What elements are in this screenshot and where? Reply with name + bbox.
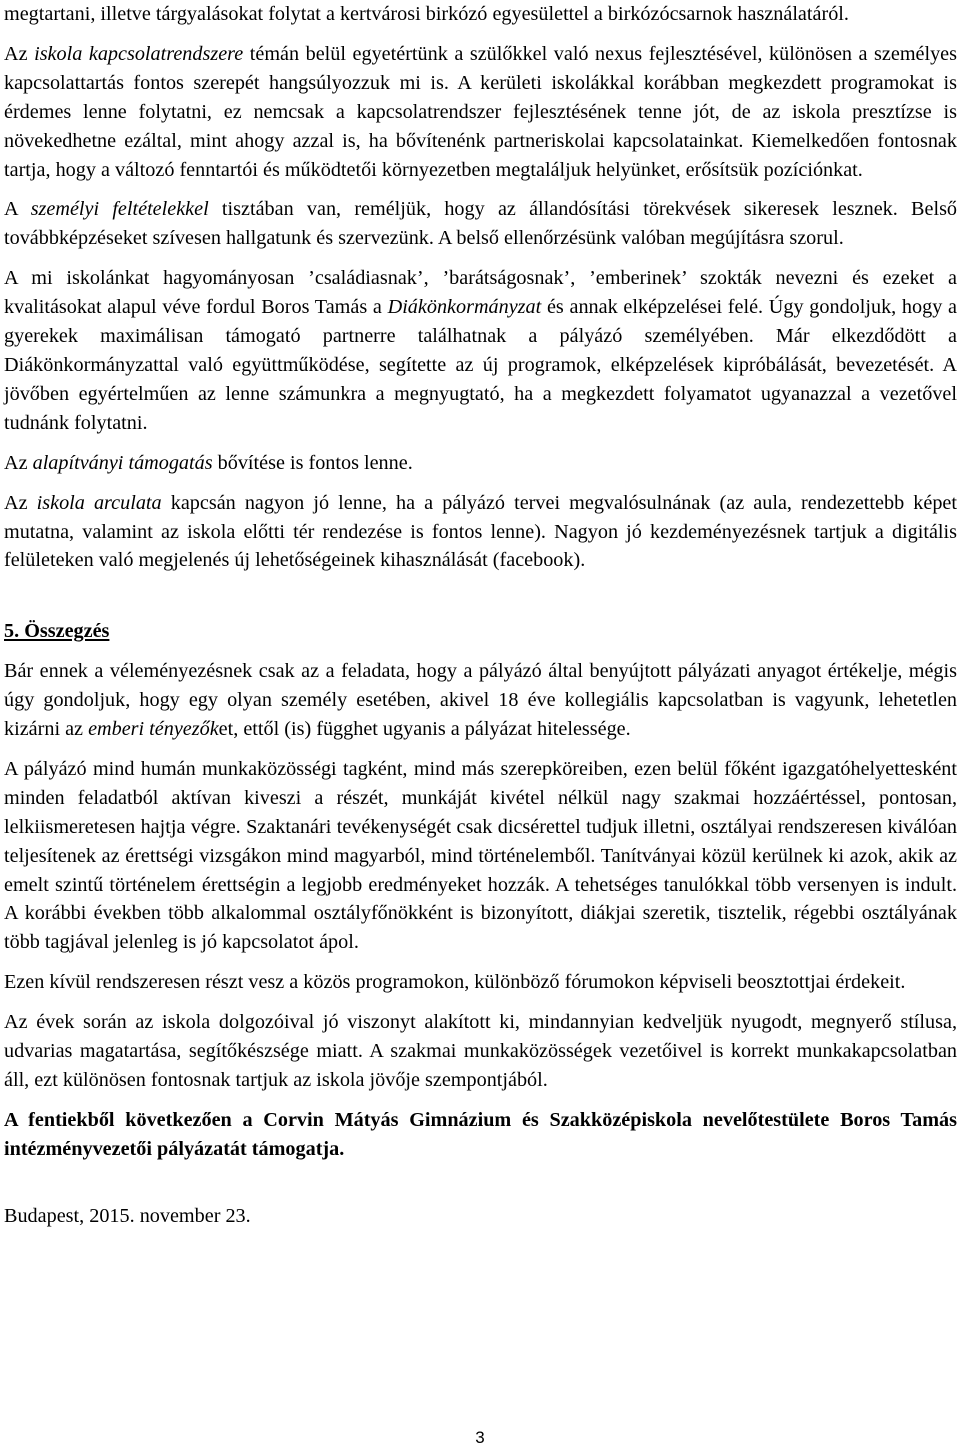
conclusion-statement: A fentiekből következően a Corvin Mátyás Gimnázium és Szakközépiskola nevelőtestülete Boros Tamás intézményvezetői pályázatát támogatja.: [4, 1108, 957, 1160]
text-run: Az: [4, 491, 37, 514]
emphasis-emberi-tenyezok: emberi tényezők: [88, 718, 219, 741]
paragraph-arculat: [4, 489, 957, 576]
emphasis-iskola-arculata: iskola arculata: [36, 491, 162, 514]
paragraph-szemelyi-feltetelek: [4, 195, 957, 253]
text-run: A mi iskolánkat hagyományosan ’családiasnak’, ’barátságosnak’, ’emberinek’ szokták nevezni és ezeket a kvalitásokat alapul véve fordul Boros Tamás a: [4, 267, 957, 319]
emphasis-alapitvanyi-tamogatas: alapítványi támogatás: [32, 451, 213, 474]
text-run: et, ettől (is) függhet ugyanis a pályázat hitelessége.: [218, 718, 631, 741]
text-run: A: [4, 198, 31, 221]
paragraph-palyazo-munkaja: A pályázó mind humán munkaközösségi tagként, mind más szerepköreiben, ezen belül főként igazgatóhelyettesként minden feladatból aktívan kiveszi a részét, munkáját kivétel nélkül nagy szakmai hozzáértéssel, pontosan, lelkiismeretesen hajtja végre. Szaktanári tevékenységét csak dicsérettel tudjuk illetni, osztályai rendszeresen kiválóan teljesítenek az érettségi vizsgákon mind magyarból, mind történelemből. Tanítványai közül kerülnek ki azok, akik az emelt szintű történelem érettségin a legjobb eredményeket hozzák. A tehetséges tanulókkal több versenyen is indult. A korábbi években több alkalommal osztályfőnökként is bizonyított, diákjai szeretik, tisztelik, régebbi osztályának több tagjával jelenleg is jó kapcsolatot ápol.: [4, 757, 957, 954]
signature-date: Budapest, 2015. november 23.: [4, 1204, 251, 1227]
paragraph-kozos-programok: Ezen kívül rendszeresen részt vesz a közös programokon, különböző fórumokon képviseli beosztottjai érdekeit.: [4, 971, 906, 994]
text-run: Az: [4, 42, 35, 65]
emphasis-kapcsolatrendszer: iskola kapcsolatrendszere: [34, 42, 244, 65]
document-page: [4, 0, 957, 1242]
section-heading-osszegzes: 5. Összegzés: [4, 620, 110, 643]
text-run: Az: [4, 451, 33, 474]
text-run: és annak elképzelései felé. Úgy gondoljuk, hogy a gyerekek maximálisan támogató partnerre találhatnak a pályázó személyében. Már elkezdődött a Diákönkormányzattal való együttműködése, segítette az új programok, elképzelések kipróbálását, bevezetését. A jövőben egyértelműen az lenne számunkra a megnyugtató, ha a megkezdett folyamatot ugyanazzal a vezetővel tudnánk folytatni.: [4, 296, 957, 434]
paragraph-emberi-tenyezok: [4, 657, 957, 744]
paragraph-kapcsolatrendszer: [4, 40, 957, 185]
page-number: 3: [475, 1428, 485, 1447]
paragraph-diakonkormanyzat: [4, 264, 957, 437]
paragraph-dolgozok-viszony: Az évek során az iskola dolgozóival jó viszonyt alakított ki, mindannyian kedveljük nyugodt, megnyerő stílusa, udvarias magatartása, segítőkészsége miatt. A szakmai munkaközösségek vezetőivel is korrekt munkakapcsolatban áll, ezt különösen fontosnak tartjuk az iskola jövője szempontjából.: [4, 1011, 957, 1091]
text-run: tisztában van, reméljük, hogy az állandósítási törekvések sikeresek lesznek. Belső továbbképzéseket szívesen hallgatunk és szervezünk. A belső ellenőrzésünk valóban megújításra szorul.: [4, 198, 958, 250]
text-run: kapcsán nagyon jó lenne, ha a pályázó tervei megvalósulnának (az aula, rendezettebb képet mutatna, valamint az iskola előtti tér rendezése is fontos lenne). Nagyon jó kezdeményezésnek tartjuk a digitális felületeken való megjelenés új lehetőségeinek kihasználását (facebook).: [4, 491, 957, 572]
text-run: bővítése is fontos lenne.: [212, 451, 413, 474]
text-run: témán belül egyetértünk a szülőkkel való nexus fejlesztésével, különösen a személyes kapcsolattartás fontos szerepét hangsúlyozzuk mi is. A kerületi iskolákkal korábban megkezdett programokat is érdemes lenne folytatni, ez nemcsak a kapcsolatrendszer fejlesztésének tenne jót, de az iskola presztízse is növekedhetne ezáltal, mint ahogy azzal is, ha bővítenénk partneriskolai kapcsolatainkat. Kiemelkedően fontosnak tartja, hogy a változó fenntartói és működtetői környezetben megtaláljuk helyünket, erősítsük pozíciónkat.: [4, 42, 957, 181]
emphasis-diakonkormanyzat: Diákönkormányzat: [387, 296, 542, 319]
emphasis-szemelyi-feltetelek: személyi feltételekkel: [30, 198, 209, 221]
text-run: Bár ennek a véleményezésnek csak az a feladata, hogy a pályázó által benyújtott pályázati anyagot értékelje, mégis úgy gondoljuk, hogy egy olyan személy esetében, akivel 18 éve kollegiális kapcsolatban is vagyunk, lehetetlen kizárni az: [4, 660, 957, 741]
paragraph-alapitvany: [4, 449, 957, 478]
paragraph-birkozo: megtartani, illetve tárgyalásokat folytat a kertvárosi birkózó egyesülettel a birkózócsarnok használatáról.: [4, 3, 849, 25]
